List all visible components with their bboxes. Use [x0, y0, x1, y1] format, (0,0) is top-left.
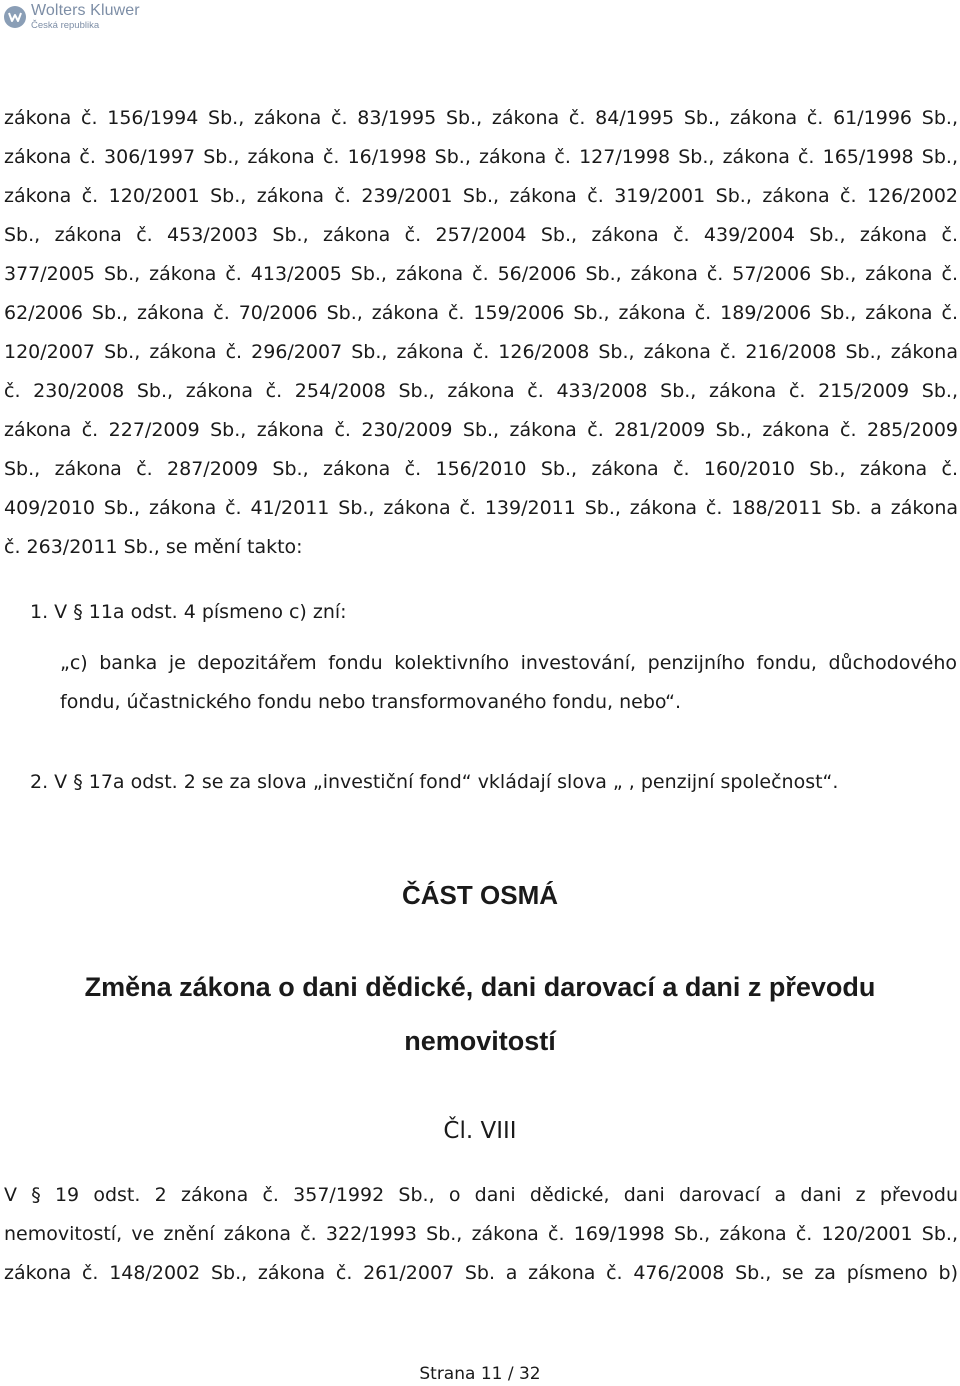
text-line: Sb., zákona č. 453/2003 Sb., zákona č. 257/2004 Sb., zákona č. 439/2004 Sb., zákona č. — [4, 224, 958, 246]
text-line: 409/2010 Sb., zákona č. 41/2011 Sb., zákona č. 139/2011 Sb., zákona č. 188/2011 Sb. a zákona — [4, 497, 958, 519]
text-line: V § 19 odst. 2 zákona č. 357/1992 Sb., o dani dědické, dani darovací a dani z převodu — [4, 1184, 958, 1206]
text-line: č. 263/2011 Sb., se mění takto: — [4, 536, 303, 558]
part-title: ČÁST OSMÁ — [402, 880, 558, 910]
article-heading: Čl. VIII — [443, 1118, 517, 1144]
text-line: zákona č. 148/2002 Sb., zákona č. 261/2007 Sb. a zákona č. 476/2008 Sb., se za písmeno b) — [4, 1262, 958, 1284]
page-number: Strana 11 / 32 — [419, 1364, 541, 1384]
text-line: 120/2007 Sb., zákona č. 296/2007 Sb., zákona č. 126/2008 Sb., zákona č. 216/2008 Sb., zákona — [4, 341, 958, 363]
text-line: zákona č. 227/2009 Sb., zákona č. 230/2009 Sb., zákona č. 281/2009 Sb., zákona č. 285/2009 — [4, 419, 958, 441]
text-line: zákona č. 120/2001 Sb., zákona č. 239/2001 Sb., zákona č. 319/2001 Sb., zákona č. 126/2002 — [4, 185, 958, 207]
text-line: 377/2005 Sb., zákona č. 413/2005 Sb., zákona č. 56/2006 Sb., zákona č. 57/2006 Sb., zákona č. — [4, 263, 958, 285]
text-line: zákona č. 306/1997 Sb., zákona č. 16/1998 Sb., zákona č. 127/1998 Sb., zákona č. 165/1998 Sb., — [4, 146, 958, 168]
amendment-item-2: 2. V § 17a odst. 2 se za slova „investiční fond“ vkládají slova „ , penzijní společnost“. — [30, 771, 839, 793]
amendment-item-1: 1. V § 11a odst. 4 písmeno c) zní: — [30, 601, 347, 623]
section-title-line: Změna zákona o dani dědické, dani darovací a dani z převodu — [84, 972, 876, 1002]
brand-sub: Česká republika — [31, 20, 100, 31]
text-line: č. 230/2008 Sb., zákona č. 254/2008 Sb., zákona č. 433/2008 Sb., zákona č. 215/2009 Sb., — [4, 380, 958, 402]
text-line: „c) banka je depozitářem fondu kolektivního investování, penzijního fondu, důchodového — [60, 652, 957, 674]
text-line: 62/2006 Sb., zákona č. 70/2006 Sb., zákona č. 159/2006 Sb., zákona č. 189/2006 Sb., zákona č. — [4, 302, 958, 324]
text-line: fondu, účastnického fondu nebo transformovaného fondu, nebo“. — [60, 691, 682, 713]
section-title-line: nemovitostí — [404, 1026, 556, 1056]
text-line: Sb., zákona č. 287/2009 Sb., zákona č. 156/2010 Sb., zákona č. 160/2010 Sb., zákona č. — [4, 458, 958, 480]
text-line: nemovitostí, ve znění zákona č. 322/1993 Sb., zákona č. 169/1998 Sb., zákona č. 120/2001 Sb., — [4, 1223, 958, 1245]
brand-logo — [4, 3, 140, 31]
text-line: zákona č. 156/1994 Sb., zákona č. 83/1995 Sb., zákona č. 84/1995 Sb., zákona č. 61/1996 Sb., — [4, 107, 958, 129]
wolters-kluwer-logo-icon — [4, 6, 26, 28]
brand-name: Wolters Kluwer — [31, 2, 140, 19]
